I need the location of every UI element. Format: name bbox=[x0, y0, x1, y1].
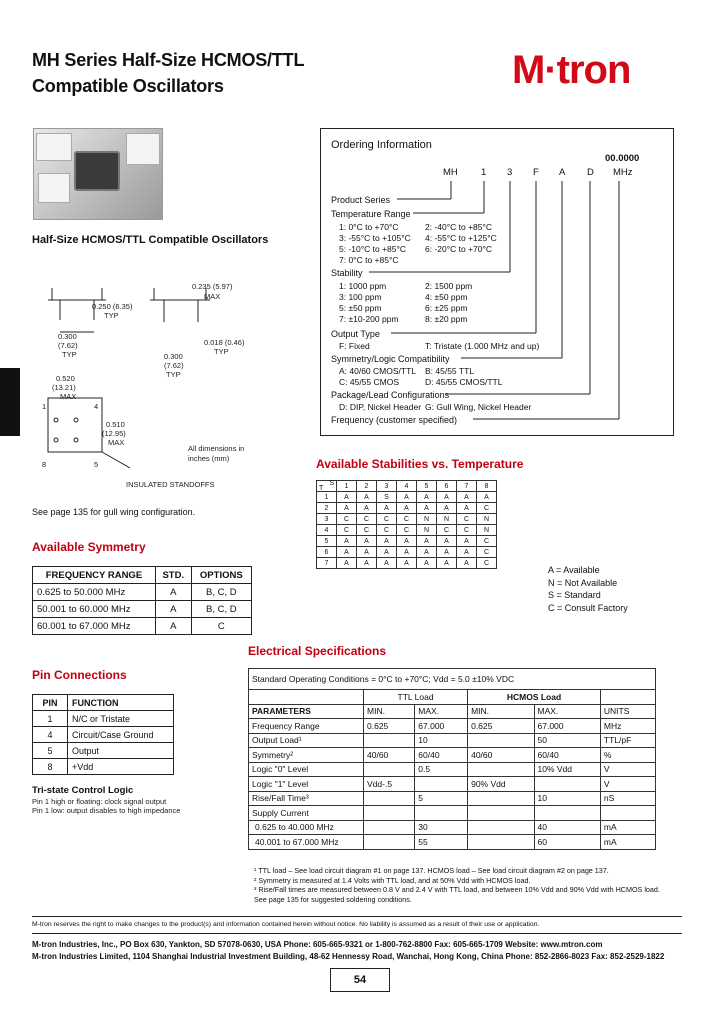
elec-cell: Logic "1" Level bbox=[249, 777, 364, 792]
temp-opt-7: 7: 0°C to +85°C bbox=[339, 255, 399, 265]
elec-cell: Logic "0" Level bbox=[249, 762, 364, 777]
stab-cell: A bbox=[457, 558, 477, 569]
stab-row-head: 6 bbox=[317, 547, 337, 558]
stab-cell: C bbox=[357, 525, 377, 536]
sym-header: FREQUENCY RANGE bbox=[33, 567, 156, 584]
sym-cell: A bbox=[155, 584, 191, 601]
stab-opt-7: 7: ±10-200 ppm bbox=[339, 314, 399, 324]
temp-opt-4: 4: -55°C to +125°C bbox=[425, 233, 497, 243]
sym-opt-c: C: 45/55 CMOS bbox=[339, 377, 399, 387]
output-opt-f: F: Fixed bbox=[339, 341, 370, 351]
table-row bbox=[249, 748, 656, 763]
stab-col-head: 6 bbox=[437, 481, 457, 492]
elec-cell: 40.001 to 67.000 MHz bbox=[249, 835, 364, 850]
stab-cell: A bbox=[437, 492, 457, 503]
mtron-logo: M·tron bbox=[512, 48, 631, 92]
blank-cell bbox=[249, 690, 364, 705]
gull-wing-note: See page 135 for gull wing configuration. bbox=[32, 507, 196, 517]
table-row bbox=[249, 806, 656, 821]
elec-cell: 50 bbox=[534, 733, 600, 748]
product-photo bbox=[33, 128, 163, 220]
elec-header: UNITS bbox=[600, 704, 655, 719]
pin-cell: N/C or Tristate bbox=[68, 711, 174, 727]
elec-cell: Supply Current bbox=[249, 806, 364, 821]
table-row bbox=[249, 791, 656, 806]
dim-1295: (12.95) bbox=[102, 429, 126, 438]
elec-cell: mA bbox=[600, 820, 655, 835]
stab-cell: A bbox=[357, 558, 377, 569]
photo-caption: Half-Size HCMOS/TTL Compatible Oscillators bbox=[32, 234, 269, 246]
pin-heading: Pin Connections bbox=[32, 668, 127, 682]
symmetry-label: Symmetry/Logic Compatibility bbox=[331, 354, 450, 364]
sym-opt-b: B: 45/55 TTL bbox=[425, 366, 474, 376]
insulated-standoffs-label: INSULATED STANDOFFS bbox=[126, 480, 215, 489]
code-a: A bbox=[559, 167, 566, 178]
table-row bbox=[249, 719, 656, 734]
stab-cell: A bbox=[397, 536, 417, 547]
elec-cell: 5 bbox=[415, 791, 468, 806]
pkg-opt-d: D: DIP, Nickel Header bbox=[339, 402, 422, 412]
stab-row-head: 4 bbox=[317, 525, 337, 536]
dim-max-1: MAX bbox=[204, 292, 221, 301]
stab-cell: A bbox=[357, 503, 377, 514]
sym-opt-d: D: 45/55 CMOS/TTL bbox=[425, 377, 503, 387]
stab-cell: A bbox=[437, 547, 457, 558]
sym-header: OPTIONS bbox=[191, 567, 251, 584]
elec-cell bbox=[468, 835, 534, 850]
package-label: Package/Lead Configurations bbox=[331, 390, 450, 400]
stab-cell: A bbox=[337, 547, 357, 558]
pin-cell: Circuit/Case Ground bbox=[68, 727, 174, 743]
electrical-table bbox=[248, 668, 656, 850]
dim-typ-3: TYP bbox=[214, 347, 229, 356]
pin-table bbox=[32, 694, 174, 775]
electrical-notes bbox=[254, 866, 666, 904]
pin-cell: 1 bbox=[33, 711, 68, 727]
elec-cell: 10% Vdd bbox=[534, 762, 600, 777]
elec-cell: 0.625 bbox=[364, 719, 415, 734]
elec-cell bbox=[534, 777, 600, 792]
elec-cell bbox=[364, 806, 415, 821]
stab-cell: A bbox=[417, 492, 437, 503]
corner-s: S bbox=[329, 480, 334, 487]
stab-cell: C bbox=[337, 525, 357, 536]
stab-col-head: 3 bbox=[377, 481, 397, 492]
corner-t: T bbox=[319, 485, 324, 492]
elec-cell: 40/60 bbox=[468, 748, 534, 763]
elec-cell bbox=[364, 733, 415, 748]
elec-cell: MHz bbox=[600, 719, 655, 734]
elec-cell: 60/40 bbox=[415, 748, 468, 763]
stab-vs-temp-table bbox=[316, 480, 497, 569]
page-title-line1: MH Series Half-Size HCMOS/TTL bbox=[32, 50, 305, 70]
elec-cell: Output Load¹ bbox=[249, 733, 364, 748]
temp-opt-2: 2: -40°C to +85°C bbox=[425, 222, 493, 232]
footer-divider bbox=[32, 916, 682, 917]
stab-cell: A bbox=[417, 503, 437, 514]
stab-cell: A bbox=[397, 547, 417, 558]
elec-cell: 0.625 to 40.000 MHz bbox=[249, 820, 364, 835]
elec-header: MAX. bbox=[415, 704, 468, 719]
temp-opt-6: 6: -20°C to +70°C bbox=[425, 244, 493, 254]
elec-cell bbox=[468, 806, 534, 821]
symmetry-heading: Available Symmetry bbox=[32, 540, 146, 554]
table-row bbox=[249, 835, 656, 850]
note-line: ¹ TTL load – See load circuit diagram #1 on page 137. HCMOS load – See load circuit diagram #2 on page 137. bbox=[254, 866, 609, 875]
stab-cell: C bbox=[357, 514, 377, 525]
elec-cell: TTL/pF bbox=[600, 733, 655, 748]
elec-cell bbox=[534, 806, 600, 821]
stab-row-head: 7 bbox=[317, 558, 337, 569]
stab-cell: A bbox=[337, 503, 357, 514]
temp-opt-3: 3: -55°C to +105°C bbox=[339, 233, 411, 243]
legend-item: N = Not Available bbox=[548, 577, 618, 588]
conditions: Standard Operating Conditions = 0°C to +70°C; Vdd = 5.0 ±10% VDC bbox=[249, 669, 656, 690]
pin-header: PIN bbox=[33, 695, 68, 711]
stab-opt-1: 1: 1000 ppm bbox=[339, 281, 387, 291]
output-type-label: Output Type bbox=[331, 329, 380, 339]
legend-item: S = Standard bbox=[548, 590, 601, 600]
dim-0235: 0.235 (5.97) bbox=[192, 282, 233, 291]
stab-opt-4: 4: ±50 ppm bbox=[425, 292, 468, 302]
code-1: 1 bbox=[481, 167, 487, 178]
sym-opt-a: A: 40/60 CMOS/TTL bbox=[339, 366, 416, 376]
sym-cell: 50.001 to 60.000 MHz bbox=[33, 601, 156, 618]
page-number: 54 bbox=[330, 968, 390, 992]
table-row bbox=[317, 547, 497, 558]
sym-cell: B, C, D bbox=[191, 601, 251, 618]
stability-label: Stability bbox=[331, 268, 363, 278]
table-row bbox=[317, 525, 497, 536]
sym-cell: 60.001 to 67.000 MHz bbox=[33, 618, 156, 635]
elec-cell bbox=[364, 835, 415, 850]
stab-cell: A bbox=[437, 558, 457, 569]
elec-cell: 0.5 bbox=[415, 762, 468, 777]
stab-cell: C bbox=[477, 547, 497, 558]
oscillator-chip-icon bbox=[74, 151, 120, 191]
stab-cell: A bbox=[417, 536, 437, 547]
stab-opt-2: 2: 1500 ppm bbox=[425, 281, 473, 291]
elec-cell: Symmetry² bbox=[249, 748, 364, 763]
ttl-load-header: TTL Load bbox=[364, 690, 468, 705]
stab-cell: N bbox=[477, 525, 497, 536]
table-row bbox=[317, 492, 497, 503]
stab-cell: C bbox=[457, 525, 477, 536]
stab-col-head: 2 bbox=[357, 481, 377, 492]
stab-row-head: 2 bbox=[317, 503, 337, 514]
stab-cell: A bbox=[357, 536, 377, 547]
code-d: D bbox=[587, 167, 594, 178]
stab-cell: A bbox=[397, 492, 417, 503]
dim-0300-a: 0.300 bbox=[58, 332, 77, 341]
dim-0250: 0.250 (6.35) bbox=[92, 302, 133, 311]
sym-cell: 0.625 to 50.000 MHz bbox=[33, 584, 156, 601]
dimensions-note: All dimensions in inches (mm) bbox=[188, 444, 245, 463]
sym-cell: A bbox=[155, 601, 191, 618]
stab-cell: A bbox=[457, 503, 477, 514]
elec-cell: 67.000 bbox=[534, 719, 600, 734]
note-line: ² Symmetry is measured at 1.4 Volts with TTL load, and at 50% Vdd with HCMOS load. bbox=[254, 875, 531, 885]
table-row bbox=[249, 762, 656, 777]
sym-cell: C bbox=[191, 618, 251, 635]
elec-cell bbox=[468, 762, 534, 777]
dim-max-3: MAX bbox=[108, 438, 125, 447]
stab-cell: A bbox=[477, 492, 497, 503]
stab-cell: N bbox=[437, 514, 457, 525]
elec-cell: 10 bbox=[415, 733, 468, 748]
elec-cell: Rise/Fall Time³ bbox=[249, 791, 364, 806]
elec-header: MIN. bbox=[468, 704, 534, 719]
product-series-label: Product Series bbox=[331, 195, 391, 205]
code-mhz: MHz bbox=[613, 167, 633, 178]
stab-opt-6: 6: ±25 ppm bbox=[425, 303, 468, 313]
elec-cell: V bbox=[600, 777, 655, 792]
elec-cell: mA bbox=[600, 835, 655, 850]
stab-opt-8: 8: ±20 ppm bbox=[425, 314, 468, 324]
elec-cell: 30 bbox=[415, 820, 468, 835]
hcmos-load-header: HCMOS Load bbox=[468, 690, 601, 705]
ordering-heading: Ordering Information bbox=[331, 139, 432, 151]
stab-cell: C bbox=[377, 525, 397, 536]
symmetry-table bbox=[32, 566, 252, 635]
elec-cell: V bbox=[600, 762, 655, 777]
stab-cell: A bbox=[417, 558, 437, 569]
stab-cell: A bbox=[337, 558, 357, 569]
pin-label-1: 1 bbox=[42, 402, 47, 411]
stab-cell: A bbox=[377, 536, 397, 547]
stab-cell: N bbox=[477, 514, 497, 525]
stab-cell: N bbox=[417, 525, 437, 536]
elec-header: MIN. bbox=[364, 704, 415, 719]
stab-col-head: 8 bbox=[477, 481, 497, 492]
dim-762-a: (7.62) bbox=[58, 341, 78, 350]
table-row bbox=[249, 733, 656, 748]
stab-cell: S bbox=[377, 492, 397, 503]
legend-item: A = Available bbox=[548, 565, 600, 575]
elec-cell: nS bbox=[600, 791, 655, 806]
code-mh: MH bbox=[443, 167, 458, 178]
stab-row-head: 1 bbox=[317, 492, 337, 503]
elec-cell: Frequency Range bbox=[249, 719, 364, 734]
footer-line-1: M-tron Industries, Inc., PO Box 630, Yankton, SD 57078-0630, USA Phone: 605-665-9321 or 1-800-762-8800 Fax: 605-665-1709 Website: www.mtron.com bbox=[32, 940, 603, 949]
legend-item: C = Consult Factory bbox=[548, 602, 628, 613]
dim-max-2: MAX bbox=[60, 392, 77, 401]
dim-typ-1: TYP bbox=[104, 311, 119, 320]
stab-cell: C bbox=[477, 536, 497, 547]
stab-vs-temp-heading: Available Stabilities vs. Temperature bbox=[316, 457, 524, 471]
elec-cell bbox=[468, 733, 534, 748]
note-line: ³ Rise/Fall times are measured between 0.8 V and 2.4 V with TTL load, and between 10% Vdd and 90% Vdd with HCMOS load. bbox=[254, 885, 660, 894]
code-f: F bbox=[533, 167, 539, 178]
table-row bbox=[317, 536, 497, 547]
elec-cell bbox=[468, 820, 534, 835]
dim-0520: 0.520 bbox=[56, 374, 75, 383]
stab-row-head: 3 bbox=[317, 514, 337, 525]
stab-col-head: 7 bbox=[457, 481, 477, 492]
stab-cell: C bbox=[477, 558, 497, 569]
stab-cell: A bbox=[457, 536, 477, 547]
pin-cell: +Vdd bbox=[68, 759, 174, 775]
stab-cell: A bbox=[437, 503, 457, 514]
ordering-info-box bbox=[320, 128, 674, 436]
pin-header: FUNCTION bbox=[68, 695, 174, 711]
stab-cell: C bbox=[397, 525, 417, 536]
stab-col-head: 4 bbox=[397, 481, 417, 492]
code-3: 3 bbox=[507, 167, 513, 178]
stab-cell: A bbox=[437, 536, 457, 547]
elec-cell: 60 bbox=[534, 835, 600, 850]
stab-cell: C bbox=[477, 503, 497, 514]
stab-cell: A bbox=[337, 536, 357, 547]
table-row bbox=[249, 777, 656, 792]
stab-legend bbox=[548, 564, 628, 614]
elec-cell bbox=[600, 806, 655, 821]
elec-cell bbox=[415, 777, 468, 792]
pin-label-8: 8 bbox=[42, 460, 47, 469]
table-row bbox=[317, 514, 497, 525]
elec-cell: 67.000 bbox=[415, 719, 468, 734]
stab-cell: A bbox=[417, 547, 437, 558]
dim-typ-2: TYP bbox=[62, 350, 77, 359]
elec-cell: 90% Vdd bbox=[468, 777, 534, 792]
ordering-connector-lines bbox=[321, 129, 673, 435]
dim-1321: (13.21) bbox=[52, 383, 76, 392]
output-opt-t: T: Tristate (1.000 MHz and up) bbox=[425, 341, 540, 351]
pkg-opt-g: G: Gull Wing, Nickel Header bbox=[425, 402, 532, 412]
stab-cell: A bbox=[397, 558, 417, 569]
frequency-label: Frequency (customer specified) bbox=[331, 415, 458, 425]
pin-cell: 5 bbox=[33, 743, 68, 759]
sym-cell: A bbox=[155, 618, 191, 635]
elec-cell: 0.625 bbox=[468, 719, 534, 734]
stab-col-head: 1 bbox=[337, 481, 357, 492]
stab-cell: A bbox=[357, 547, 377, 558]
ordering-freq: 00.0000 bbox=[605, 153, 640, 164]
stab-cell: A bbox=[377, 547, 397, 558]
pin-label-5: 5 bbox=[94, 460, 99, 469]
elec-header: PARAMETERS bbox=[249, 704, 364, 719]
elec-cell bbox=[364, 791, 415, 806]
elec-cell: 40/60 bbox=[364, 748, 415, 763]
elec-cell: Vdd-.5 bbox=[364, 777, 415, 792]
pin-cell: 4 bbox=[33, 727, 68, 743]
stab-cell: A bbox=[377, 503, 397, 514]
tristate-heading: Tri-state Control Logic bbox=[32, 785, 134, 796]
disclaimer: M-tron reserves the right to make changes to the product(s) and information contained herein without notice. No liability is assumed as a result of their use or application. bbox=[32, 921, 540, 928]
elec-cell bbox=[364, 762, 415, 777]
elec-cell: 10 bbox=[534, 791, 600, 806]
dim-typ-4: TYP bbox=[166, 370, 181, 379]
stab-cell: A bbox=[457, 492, 477, 503]
table-row bbox=[317, 558, 497, 569]
stab-cell: A bbox=[457, 547, 477, 558]
stab-opt-3: 3: 100 ppm bbox=[339, 292, 382, 302]
pin-cell: Output bbox=[68, 743, 174, 759]
stab-cell: C bbox=[457, 514, 477, 525]
elec-cell: 55 bbox=[415, 835, 468, 850]
dim-762-b: (7.62) bbox=[164, 361, 184, 370]
page-title-line2: Compatible Oscillators bbox=[32, 76, 224, 96]
stab-col-head: 5 bbox=[417, 481, 437, 492]
stab-cell: C bbox=[397, 514, 417, 525]
stab-cell: A bbox=[377, 558, 397, 569]
electrical-heading: Electrical Specifications bbox=[248, 644, 387, 658]
sym-cell: B, C, D bbox=[191, 584, 251, 601]
stab-cell: A bbox=[397, 503, 417, 514]
dim-0018: 0.018 (0.46) bbox=[204, 338, 245, 347]
elec-cell bbox=[364, 820, 415, 835]
temp-range-label: Temperature Range bbox=[331, 209, 411, 219]
footer-line-2: M-tron Industries Limited, 1104 Shanghai Industrial Investment Building, 48-62 Hennessy Road, Wanchai, Hong Kong, China Phone: 852-2866-8023 Fax: 852-2529-1822 bbox=[32, 952, 665, 961]
sym-header: STD. bbox=[155, 567, 191, 584]
dim-0510: 0.510 bbox=[106, 420, 125, 429]
table-row bbox=[249, 820, 656, 835]
footer-divider bbox=[32, 933, 682, 934]
pin-label-4: 4 bbox=[94, 402, 99, 411]
stab-row-head: 5 bbox=[317, 536, 337, 547]
dim-0300-b: 0.300 bbox=[164, 352, 183, 361]
table-row bbox=[317, 503, 497, 514]
stab-cell: C bbox=[377, 514, 397, 525]
stab-cell: C bbox=[337, 514, 357, 525]
elec-cell: % bbox=[600, 748, 655, 763]
stab-cell: N bbox=[417, 514, 437, 525]
elec-cell: 40 bbox=[534, 820, 600, 835]
temp-opt-1: 1: 0°C to +70°C bbox=[339, 222, 399, 232]
stab-opt-5: 5: ±50 ppm bbox=[339, 303, 382, 313]
elec-header: MAX. bbox=[534, 704, 600, 719]
tristate-line-2: Pin 1 low: output disables to high impedance bbox=[32, 806, 181, 815]
stab-cell: A bbox=[357, 492, 377, 503]
stab-cell: A bbox=[337, 492, 357, 503]
temp-opt-5: 5: -10°C to +85°C bbox=[339, 244, 407, 254]
blank-cell bbox=[600, 690, 655, 705]
tristate-line-1: Pin 1 high or floating: clock signal output bbox=[32, 797, 167, 806]
note-line: See page 135 for suggested soldering conditions. bbox=[254, 894, 412, 904]
elec-cell bbox=[468, 791, 534, 806]
pin-cell: 8 bbox=[33, 759, 68, 775]
elec-cell: 60/40 bbox=[534, 748, 600, 763]
elec-cell bbox=[415, 806, 468, 821]
stab-cell: C bbox=[437, 525, 457, 536]
side-tab bbox=[0, 368, 20, 436]
